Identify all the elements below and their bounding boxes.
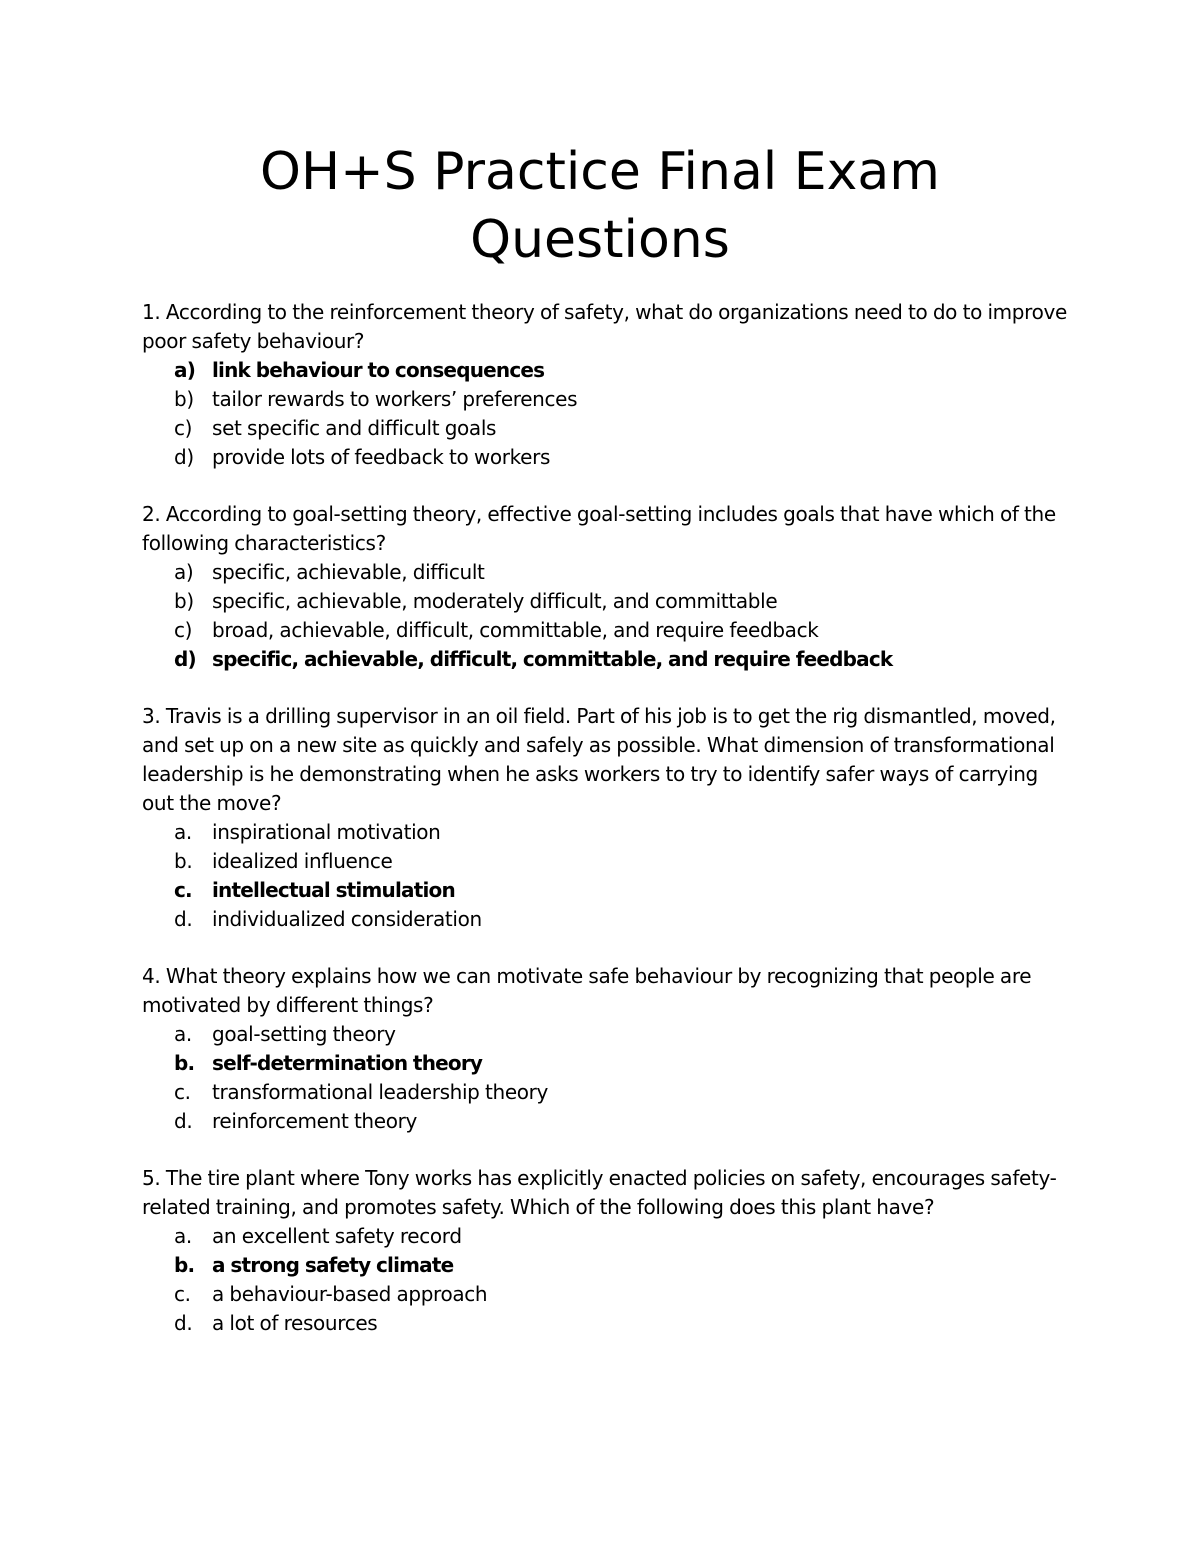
option-text: transformational leadership theory xyxy=(212,1080,549,1104)
answer-option xyxy=(142,1222,1072,1251)
option-marker: a. xyxy=(174,1022,192,1046)
option-marker: b. xyxy=(174,1051,195,1075)
option-text: an excellent safety record xyxy=(212,1224,462,1248)
option-text: a lot of resources xyxy=(212,1311,378,1335)
option-text: link behaviour to consequences xyxy=(212,358,545,382)
page-title xyxy=(0,138,1200,274)
option-text: specific, achievable, moderately difficult, and committable xyxy=(212,589,778,613)
correct-answer-option xyxy=(142,356,1072,385)
answer-options xyxy=(142,1222,1072,1338)
question-4 xyxy=(142,962,1072,1136)
option-marker: b) xyxy=(174,589,194,613)
question-1 xyxy=(142,298,1072,472)
question-3 xyxy=(142,702,1072,934)
option-text: goal-setting theory xyxy=(212,1022,396,1046)
answer-options xyxy=(142,818,1072,934)
option-marker: d) xyxy=(174,445,194,469)
question-number: 5. xyxy=(142,1166,161,1190)
question-prompt: According to the reinforcement theory of safety, what do organizations need to do to improve poor safety behaviour? xyxy=(142,300,1067,353)
option-text: provide lots of feedback to workers xyxy=(212,445,551,469)
question-prompt: According to goal-setting theory, effective goal-setting includes goals that have which of the following characteristics? xyxy=(142,502,1056,555)
answer-options xyxy=(142,558,1072,674)
answer-option xyxy=(142,385,1072,414)
question-prompt: Travis is a drilling supervisor in an oil field. Part of his job is to get the rig dismantled, moved, and set up on a new site as quickly and safely as possible. What dimension of transformational leadership is he demonstrating when he asks workers to try to identify safer ways of carrying out the move? xyxy=(142,704,1056,815)
correct-answer-option xyxy=(142,876,1072,905)
option-text: intellectual stimulation xyxy=(212,878,455,902)
option-text: tailor rewards to workers’ preferences xyxy=(212,387,578,411)
answer-option xyxy=(142,414,1072,443)
answer-option xyxy=(142,1309,1072,1338)
option-marker: d. xyxy=(174,1311,193,1335)
answer-option xyxy=(142,847,1072,876)
option-marker: b. xyxy=(174,1253,195,1277)
question-text xyxy=(142,1164,1072,1222)
answer-option xyxy=(142,1078,1072,1107)
option-text: set specific and difficult goals xyxy=(212,416,497,440)
question-number: 2. xyxy=(142,502,161,526)
correct-answer-option xyxy=(142,1251,1072,1280)
option-text: broad, achievable, difficult, committable, and require feedback xyxy=(212,618,819,642)
answer-option xyxy=(142,443,1072,472)
option-marker: c) xyxy=(174,416,193,440)
question-text xyxy=(142,298,1072,356)
option-marker: d) xyxy=(174,647,196,671)
question-prompt: What theory explains how we can motivate safe behaviour by recognizing that people are motivated by different things? xyxy=(142,964,1032,1017)
option-text: reinforcement theory xyxy=(212,1109,417,1133)
answer-option xyxy=(142,905,1072,934)
option-text: idealized influence xyxy=(212,849,393,873)
title-line-2: Questions xyxy=(470,210,730,270)
option-text: specific, achievable, difficult, committable, and require feedback xyxy=(212,647,893,671)
answer-option xyxy=(142,818,1072,847)
question-prompt: The tire plant where Tony works has explicitly enacted policies on safety, encourages safety-related training, and promotes safety. Which of the following does this plant have? xyxy=(142,1166,1057,1219)
question-number: 1. xyxy=(142,300,161,324)
option-marker: d. xyxy=(174,907,193,931)
correct-answer-option xyxy=(142,1049,1072,1078)
option-text: self-determination theory xyxy=(212,1051,483,1075)
option-marker: a. xyxy=(174,820,192,844)
answer-option xyxy=(142,558,1072,587)
option-marker: a. xyxy=(174,1224,192,1248)
question-number: 3. xyxy=(142,704,161,728)
option-marker: c. xyxy=(174,878,192,902)
question-5 xyxy=(142,1164,1072,1338)
question-text xyxy=(142,500,1072,558)
question-text xyxy=(142,962,1072,1020)
question-number: 4. xyxy=(142,964,161,988)
option-text: inspirational motivation xyxy=(212,820,441,844)
option-marker: d. xyxy=(174,1109,193,1133)
answer-options xyxy=(142,356,1072,472)
option-marker: a) xyxy=(174,358,196,382)
option-marker: c. xyxy=(174,1080,191,1104)
option-marker: b) xyxy=(174,387,194,411)
answer-option xyxy=(142,616,1072,645)
option-marker: b. xyxy=(174,849,193,873)
option-marker: c. xyxy=(174,1282,191,1306)
title-line-1: OH+S Practice Final Exam xyxy=(260,142,940,202)
option-text: a strong safety climate xyxy=(212,1253,454,1277)
option-marker: a) xyxy=(174,560,194,584)
answer-options xyxy=(142,1020,1072,1136)
option-marker: c) xyxy=(174,618,193,642)
answer-option xyxy=(142,1107,1072,1136)
answer-option xyxy=(142,1020,1072,1049)
question-2 xyxy=(142,500,1072,674)
question-list xyxy=(142,298,1072,1366)
question-text xyxy=(142,702,1072,818)
option-text: specific, achievable, difficult xyxy=(212,560,485,584)
correct-answer-option xyxy=(142,645,1072,674)
option-text: a behaviour-based approach xyxy=(212,1282,488,1306)
answer-option xyxy=(142,1280,1072,1309)
answer-option xyxy=(142,587,1072,616)
option-text: individualized consideration xyxy=(212,907,482,931)
